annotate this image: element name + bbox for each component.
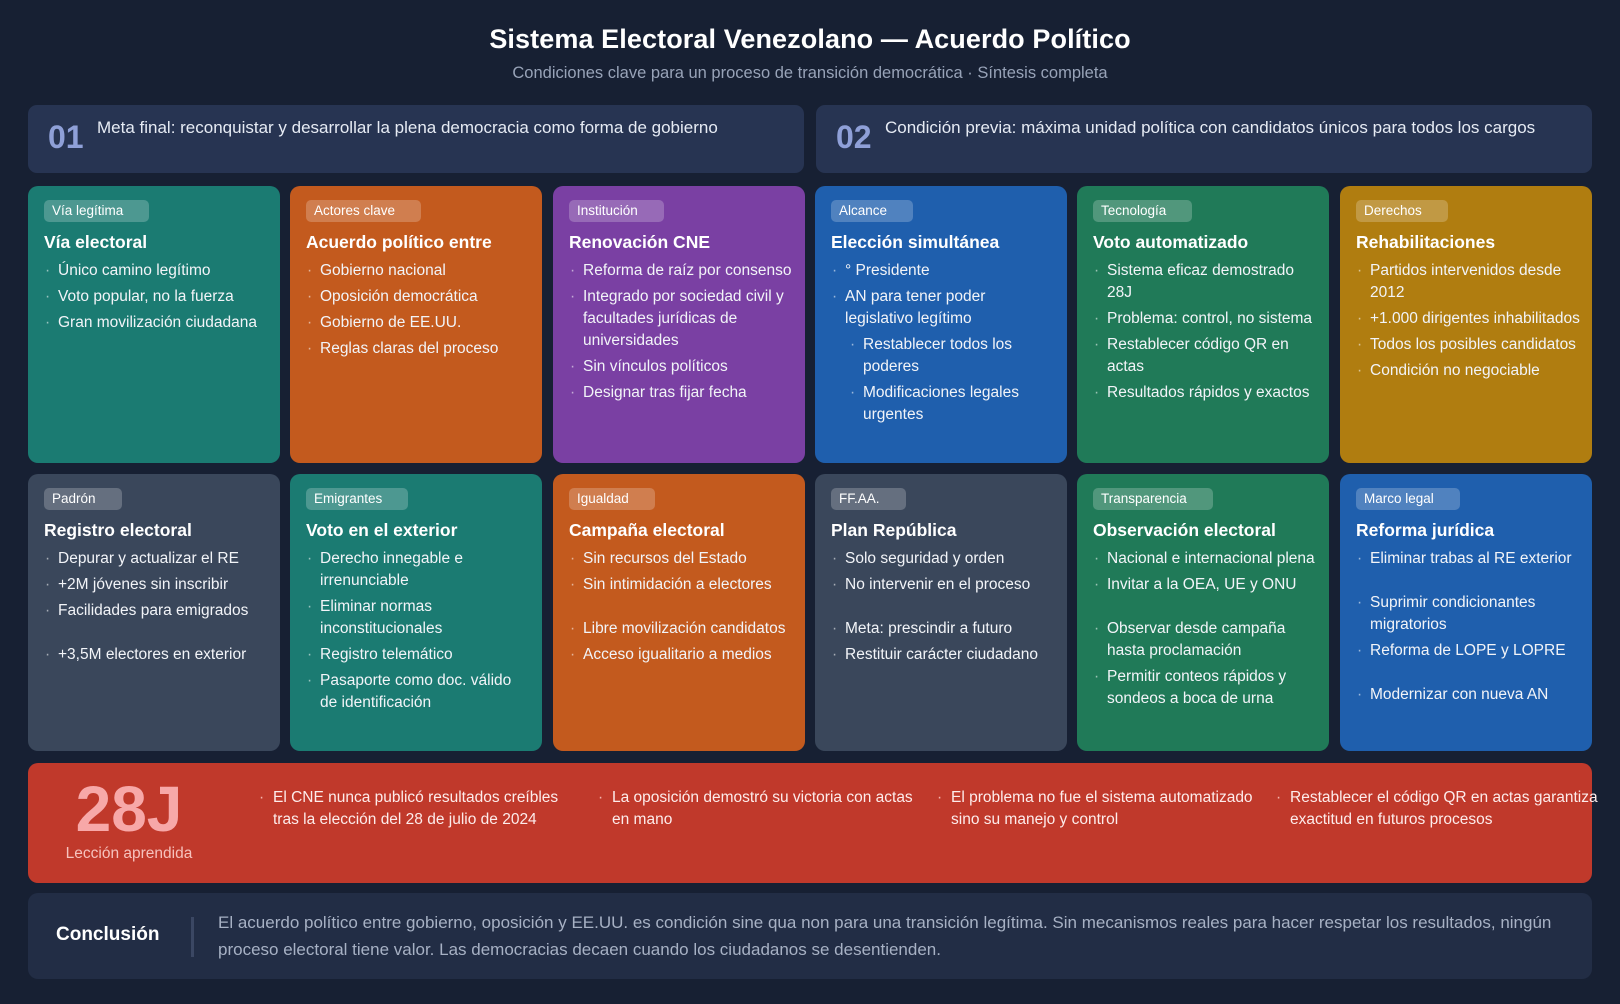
card-bullet: · Registro telemático xyxy=(306,644,532,666)
card-bullet: · Sin recursos del Estado xyxy=(569,548,795,570)
card-bullet: · Voto popular, no la fuerza xyxy=(44,286,270,308)
conclusion-label: Conclusión xyxy=(56,924,160,945)
card-bullet: · Reglas claras del proceso xyxy=(306,338,532,360)
card-bullet: · Suprimir condicionantes migratorios xyxy=(1356,592,1582,636)
card-bullet-list xyxy=(1356,260,1582,382)
topic-card xyxy=(1340,474,1592,751)
card-bullet-list xyxy=(1093,260,1319,404)
card-bullet-list xyxy=(306,260,532,360)
lesson-caption: Lección aprendida xyxy=(65,845,193,862)
page-subtitle: Condiciones clave para un proceso de transición democrática · Síntesis completa xyxy=(512,64,1108,82)
card-title: Voto automatizado xyxy=(1093,232,1249,252)
card-bullet: · Gran movilización ciudadana xyxy=(44,312,270,334)
card-bullet: · Solo seguridad y orden xyxy=(831,548,1057,570)
topic-card xyxy=(1077,474,1329,751)
card-bullet: · Eliminar normas inconstitucionales xyxy=(306,596,532,640)
card-title: Voto en el exterior xyxy=(306,520,458,540)
card-title: Elección simultánea xyxy=(831,232,1000,252)
lesson-point: · La oposición demostró su victoria con actas en mano xyxy=(598,787,922,831)
card-title: Plan República xyxy=(831,520,957,540)
lesson-point: · Restablecer el código QR en actas garantiza exactitud en futuros procesos xyxy=(1276,787,1600,831)
card-bullet: · Sistema eficaz demostrado 28J xyxy=(1093,260,1319,304)
card-tag: Igualdad xyxy=(569,488,655,510)
card-bullet-list xyxy=(1356,548,1582,706)
card-tag: FF.AA. xyxy=(831,488,906,510)
card-bullet-list xyxy=(831,548,1057,666)
card-bullet: · +2M jóvenes sin inscribir xyxy=(44,574,270,596)
card-tag: Marco legal xyxy=(1356,488,1460,510)
topic-card xyxy=(28,186,280,463)
card-bullet-list xyxy=(1093,548,1319,710)
card-bullet: · Sin vínculos políticos xyxy=(569,356,795,378)
card-bullet: · Todos los posibles candidatos xyxy=(1356,334,1582,356)
goal-box-01 xyxy=(28,105,804,173)
card-bullet: · Permitir conteos rápidos y sondeos a boca de urna xyxy=(1093,666,1319,710)
card-bullet: · Sin intimidación a electores xyxy=(569,574,795,596)
card-tag: Derechos xyxy=(1356,200,1448,222)
card-title: Reforma jurídica xyxy=(1356,520,1495,540)
conclusion-box xyxy=(28,893,1592,979)
card-tag: Emigrantes xyxy=(306,488,408,510)
card-bullet: · Facilidades para emigrados xyxy=(44,600,270,622)
card-bullet: · Eliminar trabas al RE exterior xyxy=(1356,548,1582,570)
card-title: Registro electoral xyxy=(44,520,192,540)
topic-card xyxy=(290,186,542,463)
topic-card xyxy=(815,186,1067,463)
card-bullet-list xyxy=(44,260,270,334)
card-bullet: · Modificaciones legales urgentes xyxy=(831,382,1057,426)
card-bullet: · No intervenir en el proceso xyxy=(831,574,1057,596)
card-bullet: · Reforma de raíz por consenso xyxy=(569,260,795,282)
page-title: Sistema Electoral Venezolano — Acuerdo Político xyxy=(489,24,1131,54)
card-bullet: · ° Presidente xyxy=(831,260,1057,282)
lesson-point: · El problema no fue el sistema automatizado sino su manejo y control xyxy=(937,787,1261,831)
card-bullet: · Acceso igualitario a medios xyxy=(569,644,795,666)
card-bullet: · Gobierno nacional xyxy=(306,260,532,282)
card-tag: Actores clave xyxy=(306,200,421,222)
card-bullet: · Integrado por sociedad civil y facultades jurídicas de universidades xyxy=(569,286,795,352)
card-bullet-list xyxy=(306,548,532,714)
card-bullet: · Partidos intervenidos desde 2012 xyxy=(1356,260,1582,304)
card-bullet: · Modernizar con nueva AN xyxy=(1356,684,1582,706)
goal-number: 01 xyxy=(48,119,84,155)
card-bullet: · +3,5M electores en exterior xyxy=(44,644,270,666)
card-bullet: · Gobierno de EE.UU. xyxy=(306,312,532,334)
card-title: Renovación CNE xyxy=(569,232,710,252)
topic-card xyxy=(290,474,542,751)
card-tag: Alcance xyxy=(831,200,913,222)
card-bullet: · Condición no negociable xyxy=(1356,360,1582,382)
goal-box-02 xyxy=(816,105,1592,173)
topic-card xyxy=(815,474,1067,751)
card-bullet: · Pasaporte como doc. válido de identificación xyxy=(306,670,532,714)
card-bullet: · Único camino legítimo xyxy=(44,260,270,282)
card-bullet: · Restituir carácter ciudadano xyxy=(831,644,1057,666)
card-bullet: · Oposición democrática xyxy=(306,286,532,308)
card-bullet: · Nacional e internacional plena xyxy=(1093,548,1319,570)
topic-card xyxy=(553,186,805,463)
conclusion-divider xyxy=(191,917,194,957)
lesson-big-label: 28J xyxy=(75,773,183,845)
goal-text: Meta final: reconquistar y desarrollar la plena democracia como forma de gobierno xyxy=(97,118,718,137)
card-bullet: · Derecho innegable e irrenunciable xyxy=(306,548,532,592)
card-bullet: · Designar tras fijar fecha xyxy=(569,382,795,404)
topic-card xyxy=(553,474,805,751)
card-bullet: · Depurar y actualizar el RE xyxy=(44,548,270,570)
card-tag: Transparencia xyxy=(1093,488,1213,510)
topic-card xyxy=(28,474,280,751)
card-tag: Institución xyxy=(569,200,664,222)
card-bullet: · Restablecer todos los poderes xyxy=(831,334,1057,378)
card-bullet: · Problema: control, no sistema xyxy=(1093,308,1319,330)
card-bullet: · Meta: prescindir a futuro xyxy=(831,618,1057,640)
goal-text: Condición previa: máxima unidad política con candidatos únicos para todos los cargos xyxy=(885,118,1536,137)
card-bullet: · Invitar a la OEA, UE y ONU xyxy=(1093,574,1319,596)
topic-card xyxy=(1340,186,1592,463)
goal-number: 02 xyxy=(836,119,872,155)
card-bullet: · +1.000 dirigentes inhabilitados xyxy=(1356,308,1582,330)
card-bullet-list xyxy=(569,548,795,666)
lesson-banner xyxy=(28,763,1598,883)
card-bullet: · AN para tener poder legislativo legítimo xyxy=(831,286,1057,330)
card-title: Observación electoral xyxy=(1093,520,1276,540)
card-title: Rehabilitaciones xyxy=(1356,232,1496,252)
card-title: Acuerdo político entre xyxy=(306,232,492,252)
card-title: Campaña electoral xyxy=(569,520,725,540)
card-bullet: · Resultados rápidos y exactos xyxy=(1093,382,1319,404)
card-bullet: · Restablecer código QR en actas xyxy=(1093,334,1319,378)
conclusion-text: El acuerdo político entre gobierno, oposición y EE.UU. es condición sine qua non para una transición legítima. Sin mecanismos reales para hacer respetar los resultados, ningún proceso electoral tiene valor. Las democracias decaen cuando los ciudadanos se desentienden. xyxy=(218,913,1552,959)
card-bullet: · Libre movilización candidatos xyxy=(569,618,795,640)
card-title: Vía electoral xyxy=(44,232,148,252)
card-bullet: · Reforma de LOPE y LOPRE xyxy=(1356,640,1582,662)
card-bullet-list xyxy=(831,260,1057,426)
topic-card xyxy=(1077,186,1329,463)
card-tag: Vía legítima xyxy=(44,200,149,222)
lesson-point: · El CNE nunca publicó resultados creíbles tras la elección del 28 de julio de 2024 xyxy=(259,787,583,831)
card-bullet: · Observar desde campaña hasta proclamación xyxy=(1093,618,1319,662)
card-tag: Tecnología xyxy=(1093,200,1192,222)
card-bullet-list xyxy=(569,260,795,404)
card-tag: Padrón xyxy=(44,488,122,510)
card-bullet-list xyxy=(44,548,270,666)
